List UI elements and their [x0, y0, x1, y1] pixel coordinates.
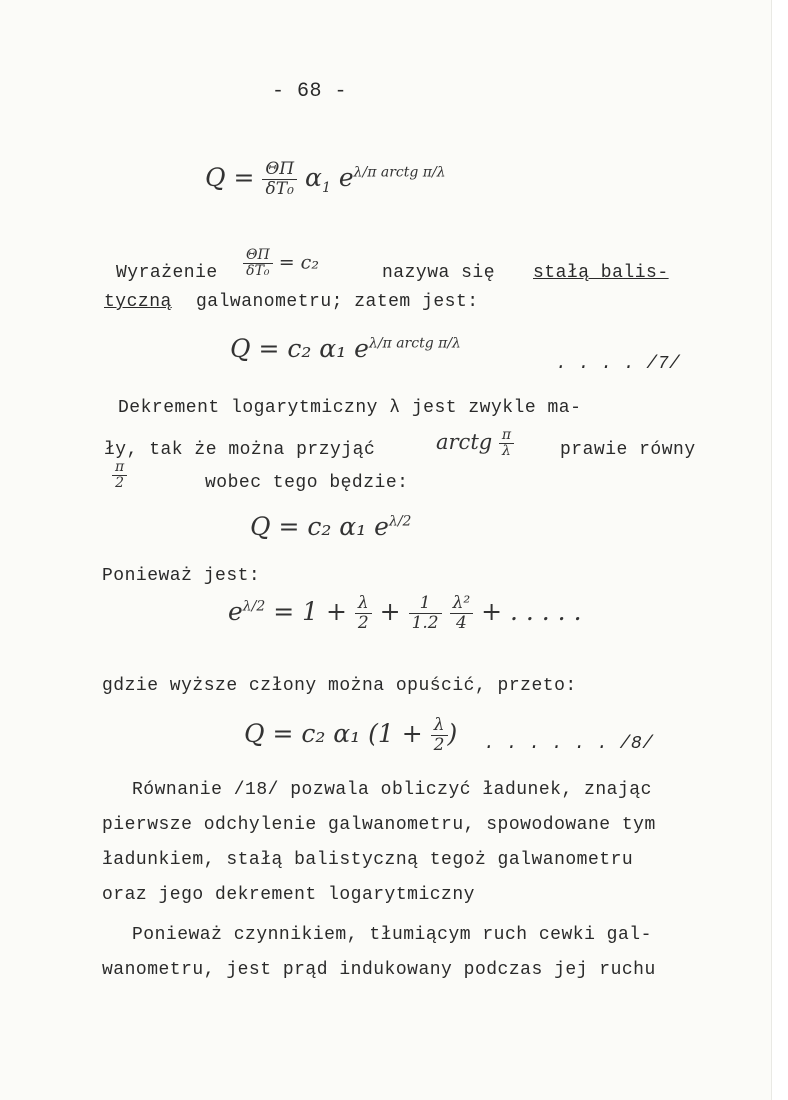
line-5-text: wobec tego będzie:	[205, 473, 409, 493]
para-1-line-4: oraz jego dekrement logarytmiczny	[102, 885, 475, 905]
line-3: Dekrement logarytmiczny λ jest zwykle ma-	[118, 398, 582, 418]
line-1-rest: nazywa się	[382, 263, 496, 283]
formula-2-number: . . . . /7/	[556, 354, 681, 374]
para-2-line-2: wanometru, jest prąd indukowany podczas jej ruchu	[102, 960, 656, 980]
line-4-expr: arctg $\frac{\pi}{\lambda}$	[436, 428, 514, 459]
para-2-line-1: Ponieważ czynnikiem, tłumiącym ruch cewki gal-	[132, 925, 652, 945]
page-number: - 68 -	[272, 80, 348, 103]
para-1-line-2: pierwsze odchylenie galwanometru, spowodowane tym	[102, 815, 656, 835]
line-1-start: Wyrażenie	[116, 263, 218, 283]
line-1-expr: $\frac{\Theta\Pi}{\text{δT₀}}$ = c₂	[243, 248, 319, 279]
formula-5-number: . . . . . . /8/	[484, 734, 654, 754]
line-2-rest: galwanometru; zatem jest:	[196, 292, 479, 312]
line-7: gdzie wyższe człony można opuścić, przeto:	[102, 676, 577, 696]
line-5-expr: $\frac{\pi}{2}$	[112, 460, 127, 491]
ballistic-constant-term: stałą balis-	[533, 263, 669, 283]
line-4-end: prawie równy	[560, 440, 696, 460]
para-1-line-1: Równanie /18/ pozwala obliczyć ładunek, znając	[132, 780, 652, 800]
para-1-line-3: ładunkiem, stałą balistyczną tegoż galwanometru	[102, 850, 634, 870]
line-6: Ponieważ jest:	[102, 566, 261, 586]
scan-edge	[771, 0, 788, 1100]
line-4-start: ły, tak że można przyjąć	[104, 440, 376, 460]
ballistic-constant-term-end: tyczną	[104, 292, 172, 312]
